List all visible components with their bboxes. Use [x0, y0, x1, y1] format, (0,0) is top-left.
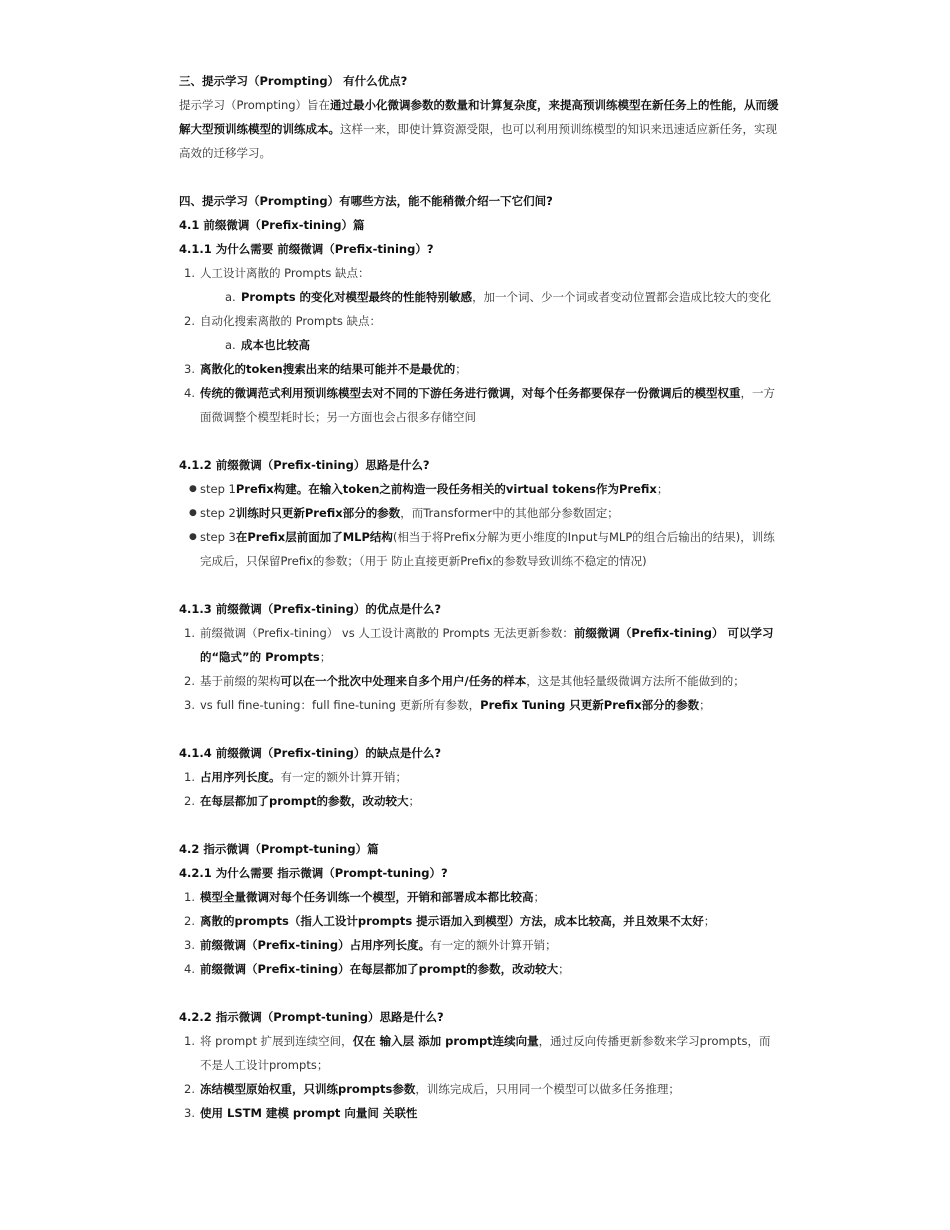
list-marker: 1.: [184, 266, 195, 280]
spacer: [179, 165, 779, 189]
bullet-prefix: step 2: [200, 506, 236, 520]
bullet-text: ，而Transformer中的其他部分参数固定；: [400, 506, 619, 520]
bullet-bold: 在Prefix层前面加了MLP结构: [235, 530, 393, 544]
list-marker: 1.: [184, 890, 195, 904]
bullet-item: [179, 525, 779, 573]
list-item: [179, 261, 779, 285]
list-item-bold: 冻结模型原始权重，只训练prompts参数: [200, 1082, 416, 1096]
list-item-end: ，通过反向传播更新参数来学习prompts，而不是人工设计prompts；: [200, 1034, 771, 1072]
bullet-dot: ●: [189, 532, 197, 542]
list-item-text: ，训练完成后，只用同一个模型可以做多任务推理；: [415, 1082, 680, 1096]
list-item-bold: 在每层都加了prompt的参数，改动较大: [200, 794, 409, 808]
list-item: [179, 933, 779, 957]
spacer: [179, 813, 779, 837]
list-marker: 3.: [184, 1106, 195, 1120]
list-marker: 2.: [184, 1082, 195, 1096]
list-item-text: 将 prompt 扩展到连续空间，: [200, 1034, 353, 1048]
list-marker: 1.: [184, 1034, 195, 1048]
list-item-end: ；: [319, 650, 332, 664]
list-marker: 1.: [184, 626, 195, 640]
list-item: [179, 765, 779, 789]
list-item-bold: 传统的微调范式利用预训练模型去对不同的下游任务进行微调，对每个任务都要保存一份微调后的模型权重: [200, 386, 741, 400]
sub-list-item-text: ，加一个词、少一个词或者变动位置都会造成比较大的变化: [472, 290, 772, 304]
list-item-bold: 前缀微调（Prefix-tining）占用序列长度。: [200, 938, 431, 952]
list-item-end: ；: [699, 698, 711, 712]
list-item: [179, 957, 779, 981]
list-marker: 1.: [184, 770, 195, 784]
list-item: [179, 1101, 779, 1125]
list-item-bold: Prefix Tuning 只更新Prefix部分的参数: [480, 698, 700, 712]
list-item-text: 有一定的额外计算开销；: [280, 770, 407, 784]
list-item: [179, 381, 779, 429]
section-3-text-c: 这样一来，即使计算资源受限，也可以利用预训练模型的知识来迅速适应新任务，实现高效的迁移学习。: [179, 122, 777, 160]
list-item-bold: 离散化的token搜索出来的结果可能并不是最优的: [200, 362, 456, 376]
section-4-1-heading: 4.1 前缀微调（Prefix-tining）篇: [179, 218, 365, 232]
list-marker: 4.: [184, 962, 195, 976]
list-item-text: ；: [455, 362, 467, 376]
section-4-1-4-heading: 4.1.4 前缀微调（Prefix-tining）的缺点是什么?: [179, 746, 442, 760]
document-content: [179, 69, 779, 1125]
list-item: [179, 669, 779, 693]
list-item-bold: 模型全量微调对每个任务训练一个模型，开销和部署成本都比较高: [200, 890, 534, 904]
section-3-text-bold: 通过最小化微调参数的数量和计算复杂度，来提高预训练模型在新任务上的性能，从而缓解大型预训练模型的训练成本。: [179, 98, 779, 136]
bullet-dot: ●: [189, 508, 197, 518]
list-item-bold: 前缀微调（Prefix-tining） 可以学习的“隐式”的 Prompts: [200, 626, 774, 664]
bullet-bold: Prefix构建。在输入token之前构造一段任务相关的virtual tokens作为Prefix: [235, 482, 657, 496]
list-marker: 2.: [184, 674, 195, 688]
list-marker: 3.: [184, 362, 195, 376]
list-marker: 2.: [184, 314, 195, 328]
section-4-2-heading: 4.2 指示微调（Prompt-tuning）篇: [179, 842, 379, 856]
bullet-text: (相当于将Prefix分解为更小维度的Input与MLP的组合后输出的结果)，训练完成后，只保留Prefix的参数；（用于 防止直接更新Prefix的参数导致训练不稳定的情况): [200, 530, 775, 568]
list-item-text: 有一定的额外计算开销；: [430, 938, 557, 952]
list-marker: 3.: [184, 698, 195, 712]
list-item: [179, 357, 779, 381]
list-marker: 3.: [184, 938, 195, 952]
list-item-bold: 前缀微调（Prefix-tining）在每层都加了prompt的参数，改动较大: [200, 962, 559, 976]
section-4-2-2-heading: 4.2.2 指示微调（Prompt-tuning）思路是什么?: [179, 1010, 444, 1024]
list-item-bold: 占用序列长度。: [200, 770, 281, 784]
list-item: [179, 789, 779, 813]
sub-list-item: [179, 333, 779, 357]
bullet-item: [179, 501, 779, 525]
section-4-heading: 四、提示学习（Prompting）有哪些方法，能不能稍微介绍一下它们间?: [179, 194, 553, 208]
list-marker: 2.: [184, 914, 195, 928]
bullet-text: ；: [656, 482, 669, 496]
bullet-bold: 训练时只更新Prefix部分的参数: [235, 506, 401, 520]
spacer: [179, 573, 779, 597]
list-item-end: ，这是其他轻量级微调方法所不能做到的；: [526, 674, 745, 688]
list-item-text: 自动化搜索离散的 Prompts 缺点：: [200, 314, 382, 328]
spacer: [179, 717, 779, 741]
sub-list-item-bold: 成本也比较高: [241, 338, 310, 352]
list-item-bold: 离散的prompts（指人工设计prompts 提示语加入到模型）方法，成本比较高，并且效果不太好: [200, 914, 704, 928]
list-item-text: ；: [533, 890, 545, 904]
list-item-text: vs full fine-tuning：full fine-tuning 更新所有参数，: [200, 698, 481, 712]
list-item-text: ；: [558, 962, 570, 976]
list-item: [179, 621, 779, 669]
list-marker: 2.: [184, 794, 195, 808]
list-item: [179, 909, 779, 933]
list-item-bold: 使用 LSTM 建模 prompt 向量间 关联性: [200, 1106, 418, 1120]
sub-list-marker: a.: [225, 338, 236, 352]
list-item-text: ；: [703, 914, 716, 928]
list-marker: 4.: [184, 386, 195, 400]
list-item: [179, 693, 779, 717]
section-3-heading: 三、提示学习（Prompting） 有什么优点?: [179, 74, 408, 88]
section-4-1-1-heading: 4.1.1 为什么需要 前缀微调（Prefix-tining）?: [179, 242, 434, 256]
bullet-prefix: step 1: [200, 482, 236, 496]
list-item-text: 基于前缀的架构: [200, 674, 281, 688]
list-item: [179, 309, 779, 333]
sub-list-item-bold: Prompts 的变化对模型最终的性能特别敏感: [241, 290, 473, 304]
section-3-paragraph: [179, 93, 779, 165]
section-3-text-a: 提示学习（Prompting）旨在: [179, 98, 331, 112]
bullet-dot: ●: [189, 484, 197, 494]
section-4-1-2-heading: 4.1.2 前缀微调（Prefix-tining）思路是什么?: [179, 458, 430, 472]
list-item-bold: 可以在一个批次中处理来自多个用户/任务的样本: [280, 674, 527, 688]
sub-list-item: [179, 285, 779, 309]
list-item-bold: 仅在 输入层 添加 prompt连续向量: [352, 1034, 539, 1048]
list-item: [179, 1029, 779, 1077]
bullet-prefix: step 3: [200, 530, 236, 544]
section-4-1-3-heading: 4.1.3 前缀微调（Prefix-tining）的优点是什么?: [179, 602, 442, 616]
list-item-text: 前缀微调（Prefix-tining） vs 人工设计离散的 Prompts 无法更新参数：: [200, 626, 574, 640]
spacer: [179, 429, 779, 453]
sub-list-marker: a.: [225, 290, 236, 304]
list-item-text: ，一方面微调整个模型耗时长；另一方面也会占很多存储空间: [200, 386, 775, 424]
list-item: [179, 1077, 779, 1101]
list-item: [179, 885, 779, 909]
spacer: [179, 981, 779, 1005]
section-4-2-1-heading: 4.2.1 为什么需要 指示微调（Prompt-tuning）?: [179, 866, 448, 880]
list-item-text: 人工设计离散的 Prompts 缺点：: [200, 266, 370, 280]
bullet-item: [179, 477, 779, 501]
list-item-text: ；: [408, 794, 421, 808]
